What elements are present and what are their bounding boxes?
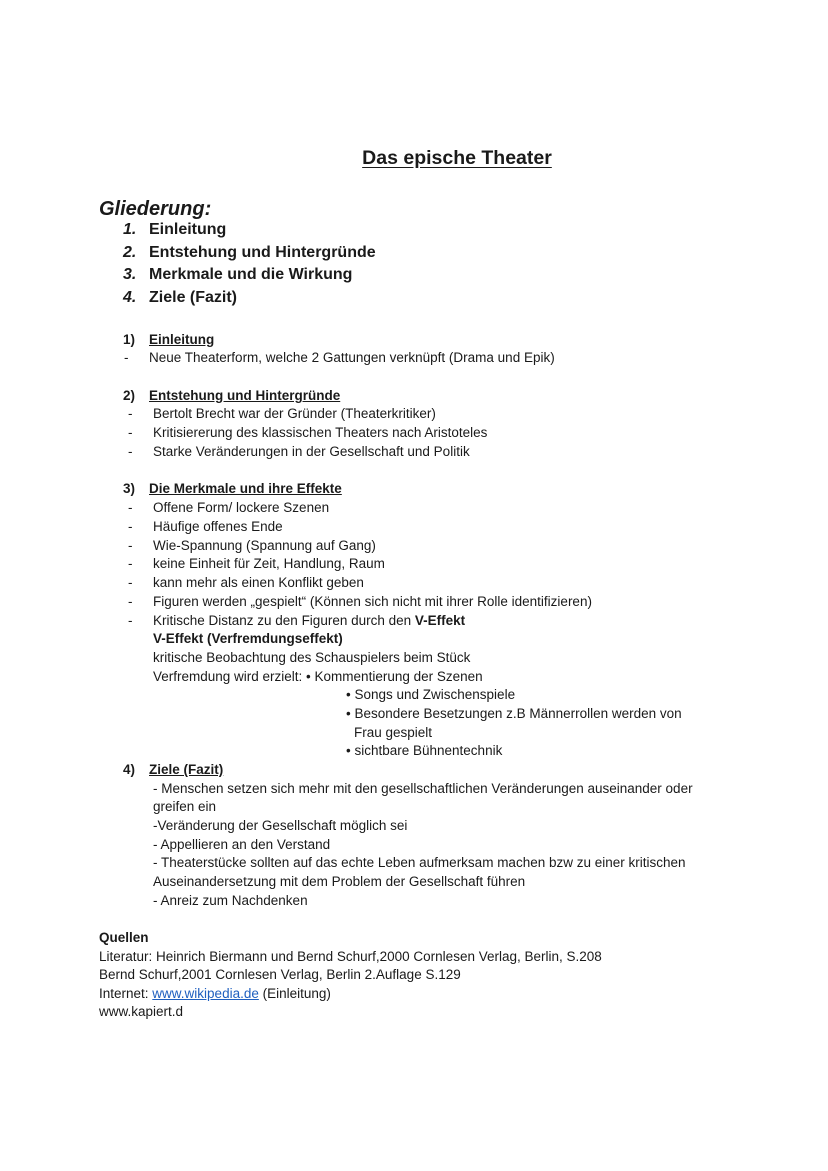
bullet-dash: - bbox=[128, 613, 133, 628]
bullet-text-distanz bbox=[153, 613, 465, 628]
internet-prefix: Internet: bbox=[99, 986, 153, 1001]
section-heading-einleitung: Einleitung bbox=[149, 332, 215, 347]
verfremdung-line bbox=[153, 669, 483, 684]
subbullet-text: • sichtbare Bühnentechnik bbox=[346, 743, 503, 758]
bullet-text: Häufige offenes Ende bbox=[153, 519, 283, 534]
section-heading-ziele: Ziele (Fazit) bbox=[149, 762, 224, 777]
bullet-text: Offene Form/ lockere Szenen bbox=[153, 500, 330, 515]
bullet-dash: - bbox=[128, 425, 133, 440]
bullet-dash: - bbox=[124, 350, 129, 365]
bullet-dash: - bbox=[128, 519, 133, 534]
veffekt-title: V-Effekt (Verfremdungseffekt) bbox=[153, 631, 343, 646]
section-number: 2) bbox=[123, 388, 136, 403]
source-schurf: Bernd Schurf,2001 Cornlesen Verlag, Berlin 2.Auflage S.129 bbox=[99, 967, 461, 982]
distanz-text: Kritische Distanz zu den Figuren durch den bbox=[153, 613, 415, 628]
bullet-dash: - bbox=[128, 500, 133, 515]
bullet-text: Figuren werden „gespielt“ (Können sich nicht mit ihrer Rolle identifizieren) bbox=[153, 594, 592, 609]
bullet-text: keine Einheit für Zeit, Handlung, Raum bbox=[153, 556, 385, 571]
bullet-text: Bertolt Brecht war der Gründer (Theaterkritiker) bbox=[153, 406, 436, 421]
ziele-line: -Veränderung der Gesellschaft möglich sei bbox=[153, 818, 408, 833]
outline-item-number: 1. bbox=[123, 221, 137, 238]
bullet-text: Wie-Spannung (Spannung auf Gang) bbox=[153, 538, 376, 553]
section-number: 4) bbox=[123, 762, 136, 777]
subbullet-text: Kommentierung der Szenen bbox=[314, 669, 483, 684]
ziele-line: - Anreiz zum Nachdenken bbox=[153, 893, 308, 908]
outline-item bbox=[123, 221, 226, 239]
wikipedia-link[interactable]: www.wikipedia.de bbox=[152, 986, 259, 1001]
bullet-dash: - bbox=[128, 444, 133, 459]
section-heading-entstehung: Entstehung und Hintergründe bbox=[149, 388, 341, 403]
page-title: Das epische Theater bbox=[362, 147, 552, 169]
section-number: 1) bbox=[123, 332, 136, 347]
ziele-line: - Theaterstücke sollten auf das echte Leben aufmerksam machen bzw zu einer kritischen bbox=[153, 855, 686, 870]
outline-item bbox=[123, 289, 237, 307]
outline-heading: Gliederung: bbox=[99, 198, 212, 220]
bullet-text: Neue Theaterform, welche 2 Gattungen verknüpft (Drama und Epik) bbox=[149, 350, 555, 365]
source-internet bbox=[99, 986, 331, 1001]
outline-item-label: Merkmale und die Wirkung bbox=[149, 266, 353, 283]
ziele-line: Auseinandersetzung mit dem Problem der Gesellschaft führen bbox=[153, 874, 526, 889]
subbullet-text: Frau gespielt bbox=[354, 725, 433, 740]
ziele-line: - Menschen setzen sich mehr mit den gesellschaftlichen Veränderungen auseinander oder bbox=[153, 781, 693, 796]
source-literatur: Literatur: Heinrich Biermann und Bernd Schurf,2000 Cornlesen Verlag, Berlin, S.208 bbox=[99, 949, 602, 964]
verfremdung-prefix: Verfremdung wird erzielt: • bbox=[153, 669, 315, 684]
outline-item-number: 4. bbox=[123, 289, 137, 306]
internet-suffix: (Einleitung) bbox=[258, 986, 331, 1001]
subbullet-text: • Besondere Besetzungen z.B Männerrollen werden von bbox=[346, 706, 682, 721]
bullet-text: Kritisiererung des klassischen Theaters nach Aristoteles bbox=[153, 425, 488, 440]
ziele-line: greifen ein bbox=[153, 799, 217, 814]
beobachtung-text: kritische Beobachtung des Schauspielers beim Stück bbox=[153, 650, 471, 665]
sources-heading: Quellen bbox=[99, 930, 149, 945]
bullet-dash: - bbox=[128, 594, 133, 609]
section-heading-merkmale: Die Merkmale und ihre Effekte bbox=[149, 481, 342, 496]
bullet-dash: - bbox=[128, 406, 133, 421]
bullet-dash: - bbox=[128, 556, 133, 571]
section-number: 3) bbox=[123, 481, 136, 496]
outline-item bbox=[123, 266, 352, 284]
outline-item bbox=[123, 244, 376, 262]
veffekt-inline: V-Effekt bbox=[414, 613, 466, 628]
bullet-text: kann mehr als einen Konflikt geben bbox=[153, 575, 364, 590]
bullet-text: Starke Veränderungen in der Gesellschaft und Politik bbox=[153, 444, 470, 459]
outline-item-label: Einleitung bbox=[149, 221, 227, 238]
outline-item-label: Entstehung und Hintergründe bbox=[149, 244, 376, 261]
bullet-dash: - bbox=[128, 538, 133, 553]
outline-item-number: 3. bbox=[123, 266, 137, 283]
subbullet-text: • Songs und Zwischenspiele bbox=[346, 687, 516, 702]
bullet-dash: - bbox=[128, 575, 133, 590]
outline-item-label: Ziele (Fazit) bbox=[149, 289, 238, 306]
outline-item-number: 2. bbox=[123, 244, 137, 261]
ziele-line: - Appellieren an den Verstand bbox=[153, 837, 331, 852]
source-kapiert: www.kapiert.d bbox=[99, 1004, 184, 1019]
